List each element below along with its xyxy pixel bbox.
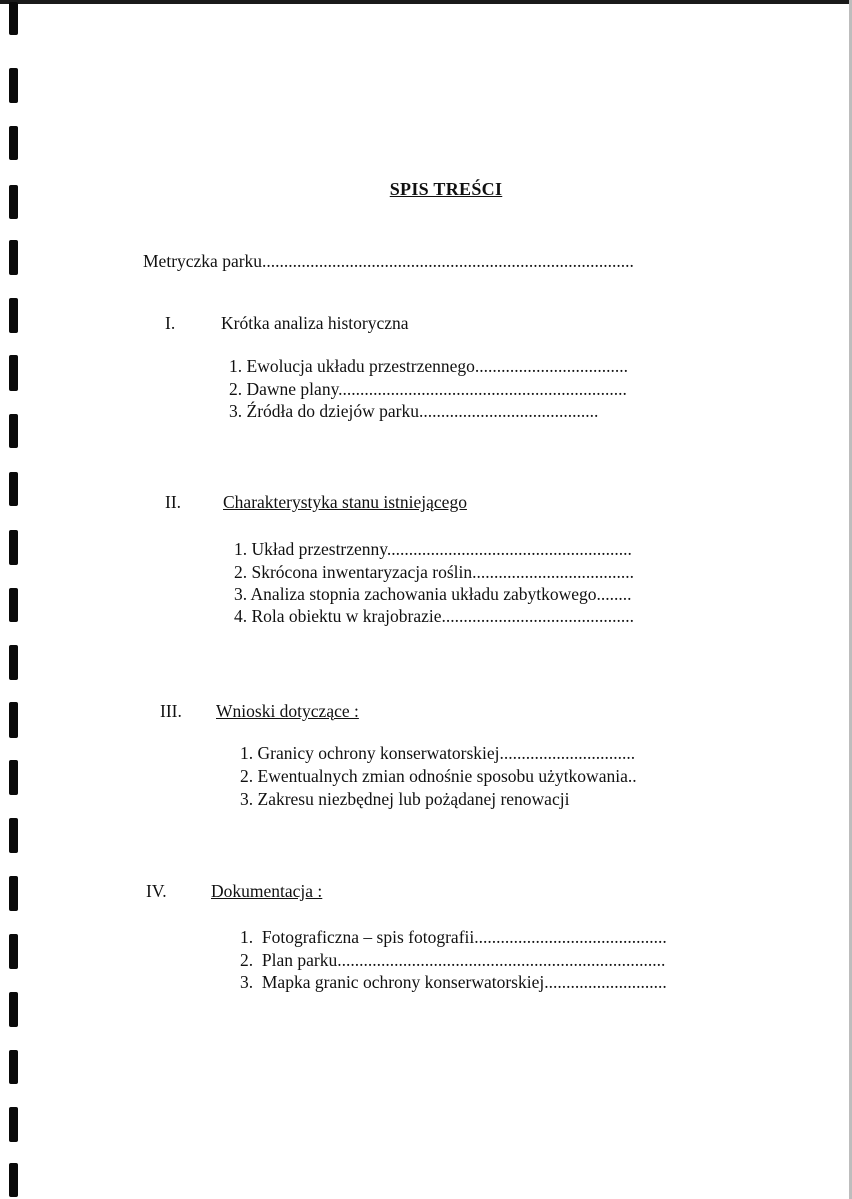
binding-hole xyxy=(9,1107,18,1142)
section-heading: Wnioski dotyczące : xyxy=(216,701,359,721)
toc-entry: 3. Mapka granic ochrony konserwatorskiej............................ xyxy=(240,972,667,992)
binding-hole xyxy=(9,240,18,275)
toc-entry: 3. Analiza stopnia zachowania układu zabytkowego........ xyxy=(234,584,632,604)
section-heading: Charakterystyka stanu istniejącego xyxy=(223,492,467,512)
toc-entry: 2. Plan parku........................................................................... xyxy=(240,950,666,970)
binding-hole xyxy=(9,702,18,738)
binding-hole xyxy=(9,818,18,853)
section-heading: Dokumentacja : xyxy=(211,881,323,901)
binding-hole xyxy=(9,414,18,448)
binding-hole xyxy=(9,355,18,391)
section-numeral: II. xyxy=(165,492,182,512)
binding-hole xyxy=(9,588,18,622)
toc-entry: 1. Układ przestrzenny........................................................ xyxy=(234,539,632,559)
binding-hole xyxy=(9,298,18,333)
toc-entry: 2. Dawne plany.................................................................. xyxy=(229,379,627,399)
binding-hole xyxy=(9,992,18,1027)
binding-hole xyxy=(9,530,18,565)
section-numeral: III. xyxy=(160,701,182,721)
binding-hole xyxy=(9,2,18,35)
binding-hole xyxy=(9,68,18,103)
binding-hole xyxy=(9,934,18,969)
toc-entry: 4. Rola obiektu w krajobrazie............................................ xyxy=(234,606,635,626)
toc-entry: 3. Źródła do dziejów parku......................................... xyxy=(229,401,599,421)
binding-hole xyxy=(9,645,18,680)
toc-entry: 3. Zakresu niezbędnej lub pożądanej renowacji xyxy=(240,789,570,809)
page-title: SPIS TREŚCI xyxy=(389,179,503,199)
binding-hole xyxy=(9,126,18,160)
toc-entry: 1. Fotograficzna – spis fotografii............................................ xyxy=(240,927,667,947)
binding-hole xyxy=(9,472,18,506)
section-heading: Krótka analiza historyczna xyxy=(221,313,409,333)
toc-entry: 2. Ewentualnych zmian odnośnie sposobu użytkowania.. xyxy=(240,766,637,786)
section-numeral: I. xyxy=(165,313,176,333)
toc-entry: 1. Ewolucja układu przestrzennego................................... xyxy=(229,356,629,376)
binding-hole xyxy=(9,1050,18,1084)
intro-entry: Metryczka parku..................................................................................... xyxy=(143,251,634,271)
binding-hole xyxy=(9,1163,18,1197)
page-top-edge xyxy=(0,0,852,4)
section-numeral: IV. xyxy=(146,881,167,901)
toc-entry: 1. Granicy ochrony konserwatorskiej............................... xyxy=(240,743,636,763)
toc-entry: 2. Skrócona inwentaryzacja roślin..................................... xyxy=(234,562,634,582)
binding-hole xyxy=(9,760,18,795)
binding-hole xyxy=(9,876,18,911)
